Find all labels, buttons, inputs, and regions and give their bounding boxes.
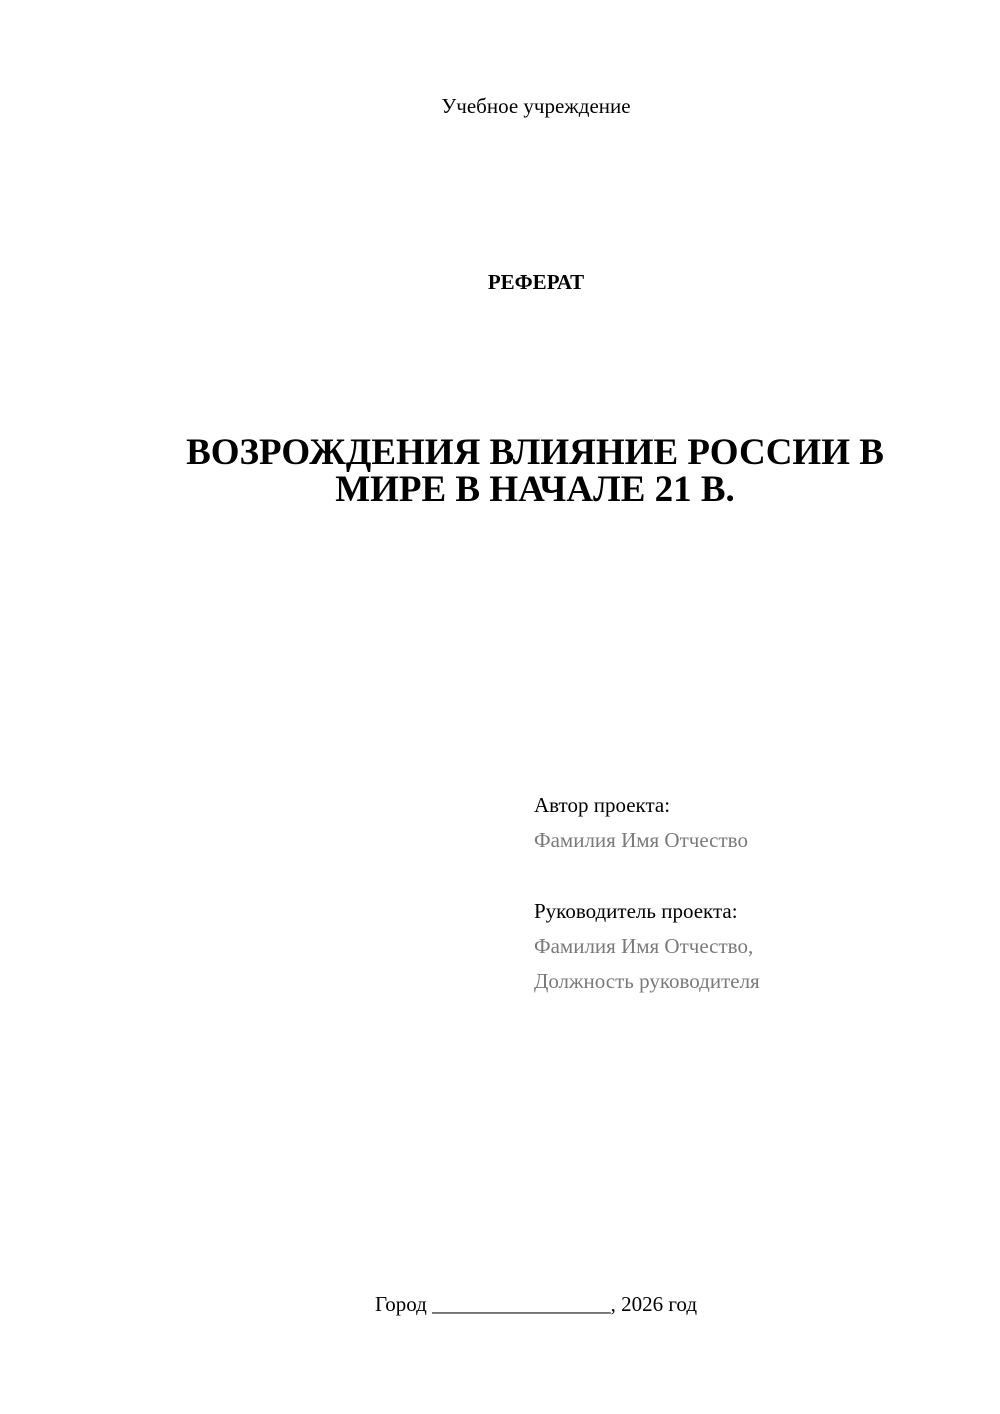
credits-spacer xyxy=(534,858,974,894)
document-title-line-2: МИРЕ В НАЧАЛЕ 21 В. xyxy=(335,469,735,510)
city-year-line: Город _________________, 2026 год xyxy=(374,1292,698,1316)
author-label: Автор проекта: xyxy=(534,793,671,817)
supervisor-name: Фамилия Имя Отчество, xyxy=(534,934,754,958)
supervisor-position: Должность руководителя xyxy=(534,969,760,993)
document-type: РЕФЕРАТ xyxy=(487,270,585,294)
document-title xyxy=(150,434,920,508)
supervisor-label: Руководитель проекта: xyxy=(534,899,738,923)
institution-name: Учебное учреждение xyxy=(441,94,631,118)
credits-block xyxy=(534,788,974,999)
document-title-line-1: ВОЗРОЖДЕНИЯ ВЛИЯНИЕ РОССИИ В xyxy=(186,432,884,473)
author-name: Фамилия Имя Отчество xyxy=(534,828,748,852)
